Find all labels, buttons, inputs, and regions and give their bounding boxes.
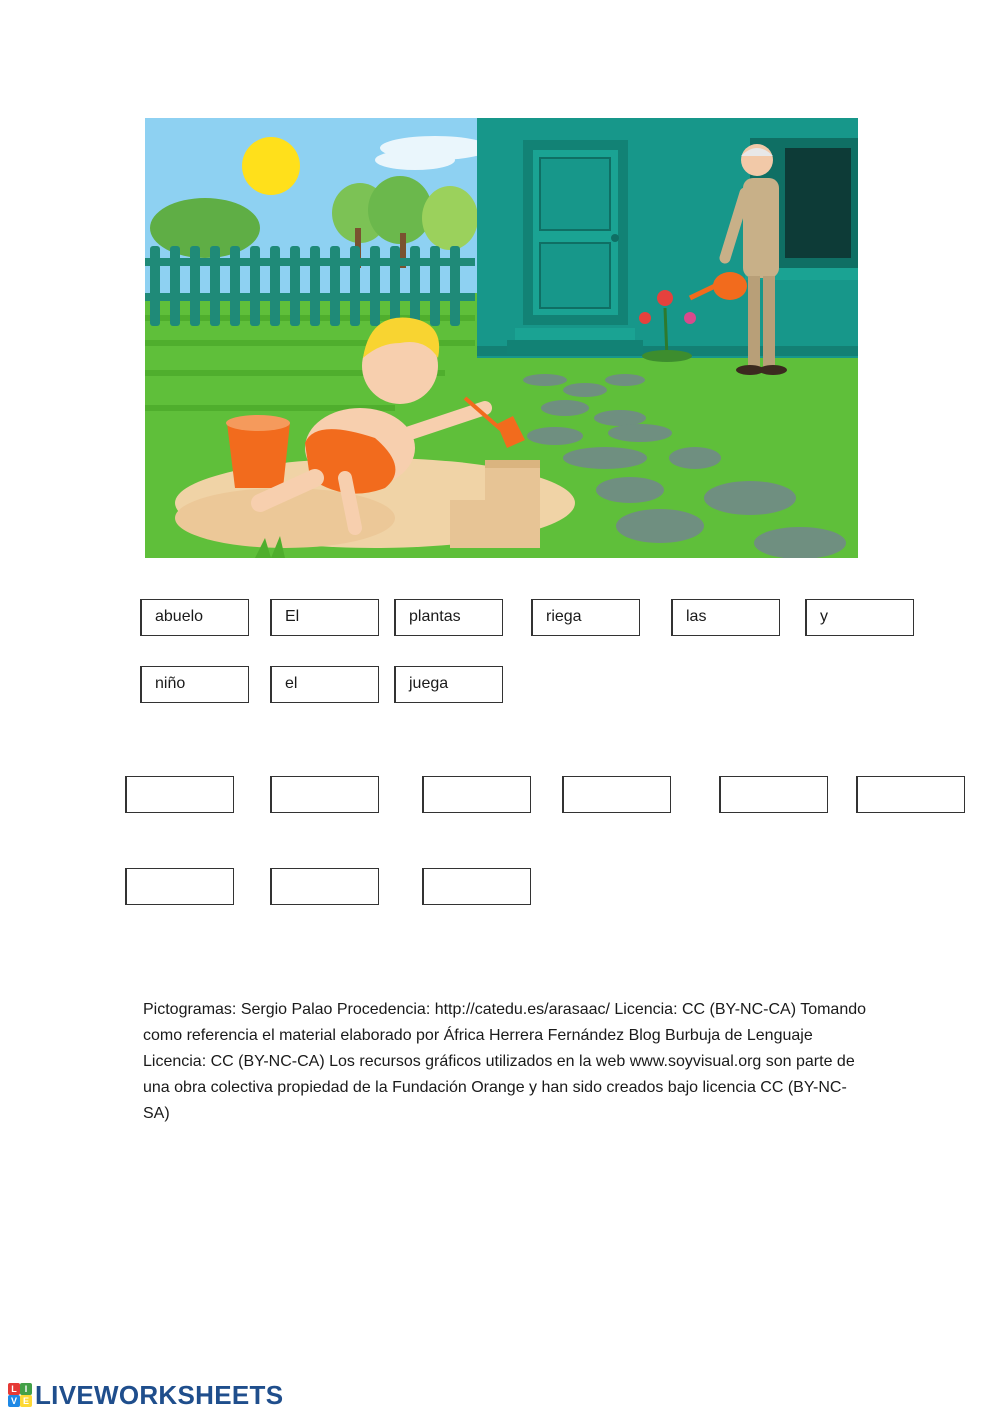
- drop-slot-7[interactable]: [125, 868, 234, 905]
- word-tile-el-capital[interactable]: El: [270, 599, 379, 636]
- word-tile-las[interactable]: las: [671, 599, 780, 636]
- drop-slot-4[interactable]: [562, 776, 671, 813]
- drop-slot-1[interactable]: [125, 776, 234, 813]
- word-tile-nino[interactable]: niño: [140, 666, 249, 703]
- drop-slot-2[interactable]: [270, 776, 379, 813]
- credits-text: Pictogramas: Sergio Palao Procedencia: http://catedu.es/arasaac/ Licencia: CC (BY-NC-CA) Tomando como referencia el material elaborado por África Herrera Fernández Blog Burbuja de Lenguaje Licencia: CC (BY-NC-CA) Los recursos gráficos utilizados en la web www.soyvisual.org son parte de una obra colectiva propiedad de la Fundación Orange y han sido creados bajo licencia CC (BY-NC-SA): [143, 1001, 867, 1122]
- brand-name: LIVEWORKSHEETS: [35, 1379, 284, 1410]
- drop-slot-3[interactable]: [422, 776, 531, 813]
- word-tile-juega[interactable]: juega: [394, 666, 503, 703]
- drop-slot-9[interactable]: [422, 868, 531, 905]
- drop-slot-5[interactable]: [719, 776, 828, 813]
- sun-icon: [242, 137, 300, 195]
- word-tile-abuelo[interactable]: abuelo: [140, 599, 249, 636]
- word-tile-plantas[interactable]: plantas: [394, 599, 503, 636]
- drop-slot-6[interactable]: [856, 776, 965, 813]
- drop-slot-8[interactable]: [270, 868, 379, 905]
- word-tile-el[interactable]: el: [270, 666, 379, 703]
- garden-scene-illustration: [145, 118, 858, 558]
- liveworksheets-logo-icon: L I V E: [8, 1383, 32, 1407]
- word-tile-y[interactable]: y: [805, 599, 914, 636]
- liveworksheets-brand[interactable]: [8, 1381, 283, 1409]
- word-tile-riega[interactable]: riega: [531, 599, 640, 636]
